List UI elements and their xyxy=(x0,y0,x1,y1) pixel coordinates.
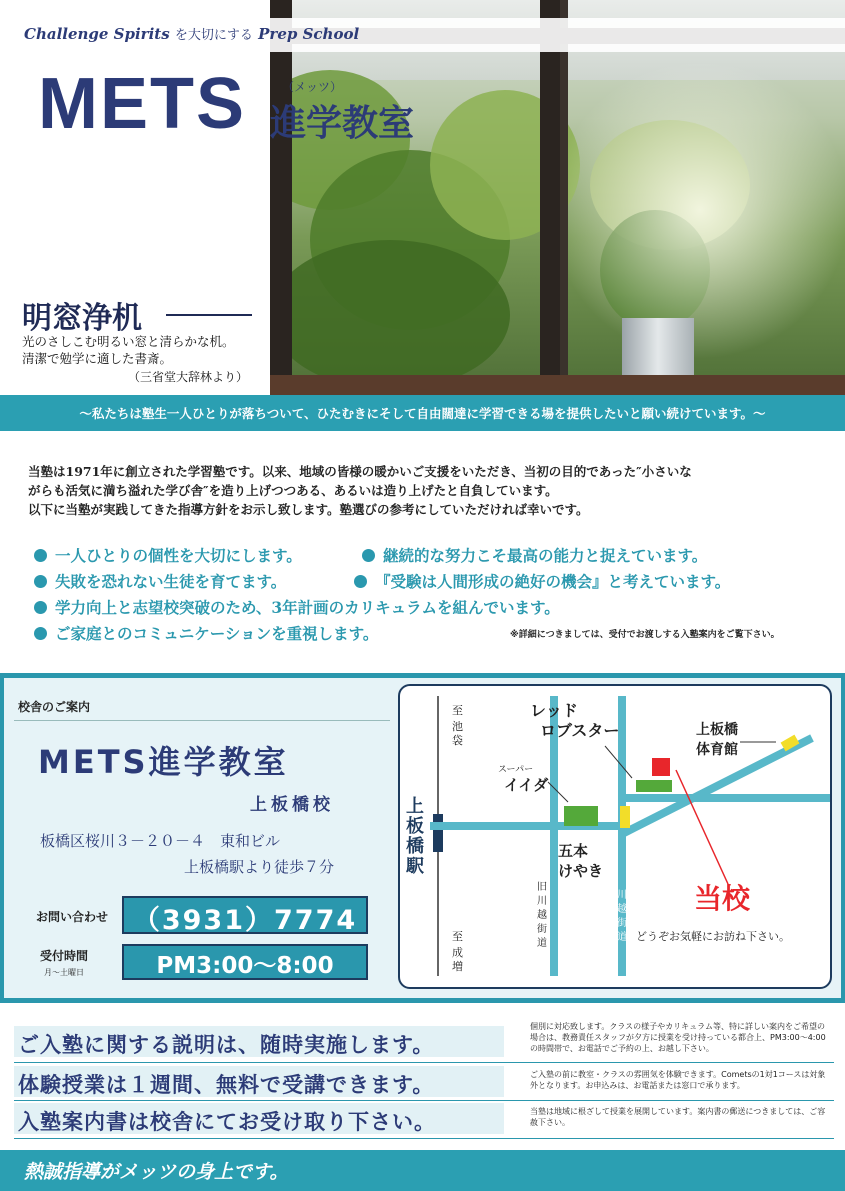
kawagoe-label: 道 xyxy=(617,932,627,943)
gym-label: 体育館 xyxy=(696,742,738,758)
motto-source: （三省堂大辞林より） xyxy=(128,370,249,384)
campus-section-title: 校舎のご案内 xyxy=(18,700,91,714)
info-row-title: ご入塾に関する説明は、随時実施します。 xyxy=(18,1033,435,1057)
school-name: METS進学教室 xyxy=(38,743,289,781)
mission-text: 〜私たちは塾生一人ひとりが落ちついて、ひたむきにそして自由闊達に学習できる場を提供したいと願い続けています。〜 xyxy=(79,406,766,421)
logo: METS xyxy=(38,64,247,144)
map-label: 成 xyxy=(452,946,463,959)
old-kawagoe-label: 街 xyxy=(537,924,547,935)
red-lobster-label: レッド xyxy=(530,701,578,720)
info-row-note: 当塾は地域に根ざして授業を展開しています。案内書の郵送につきましては、ご容赦下さい。 xyxy=(530,1107,826,1127)
info-row-title: 入塾案内書は校舎にてお受け取り下さい。 xyxy=(18,1110,436,1134)
bullet-icon xyxy=(34,601,47,614)
policy-note: ※詳細につきましては、受付でお渡しする入塾案内をご覧下さい。 xyxy=(510,630,780,640)
branch-name: 上板橋校 xyxy=(250,795,334,815)
red-lobster-label: ロブスター xyxy=(540,721,620,740)
address: 板橋区桜川３－２０－４ 東和ビル xyxy=(40,832,281,850)
policy-item: 『受験は人間形成の絶好の機会』と考えています。 xyxy=(354,570,730,592)
welcome-text: どうぞお気軽にお訪ね下さい。 xyxy=(636,930,790,943)
access: 上板橋駅より徒歩７分 xyxy=(184,858,335,876)
window-photo xyxy=(270,0,845,395)
bullet-icon xyxy=(34,627,47,640)
red-lobster-building xyxy=(636,780,672,792)
policy-item: ご家庭とのコミュニケーションを重視します。 xyxy=(34,622,378,644)
map-label: 増 xyxy=(452,960,463,973)
motto-definition: 光のさしこむ明るい窓と清らかな机。 清潔で勉学に適した書斎。 xyxy=(22,334,235,366)
intro-text: 当塾は1971年に創立された学習塾です。以来、地域の皆様の暖かいご支援をいただき、当初の目的であった″小さいな がらも活気に満ち溢れた学び舎″を造り上げつつある、あるいは造り上げたと自負しています。 以下に当塾が実践してきた指導方針をお示し致します。塾選びの参考にしていただければ幸いです。 xyxy=(28,464,692,517)
gohon-label: 五本 xyxy=(558,842,589,860)
info-row-title: 体験授業は１週間、無料で受講できます。 xyxy=(18,1073,435,1097)
station-label: 上 xyxy=(406,796,424,817)
logo-subtitle: 進学教室 xyxy=(270,103,415,144)
school-label: 当校 xyxy=(694,882,751,915)
old-kawagoe-label: 旧 xyxy=(537,882,547,893)
kawagoe-label: 川 xyxy=(617,890,627,901)
station-marker xyxy=(433,814,443,852)
bullet-icon xyxy=(34,549,47,562)
gohon-marker xyxy=(620,806,630,828)
campus-divider xyxy=(14,720,390,721)
divider xyxy=(14,1062,834,1063)
supermarket-label: スーパー xyxy=(498,765,534,775)
gohon-label: けやき xyxy=(558,862,604,880)
map-label: 池 xyxy=(452,720,463,733)
old-kawagoe-label: 越 xyxy=(537,910,547,921)
supermarket-building xyxy=(564,806,598,826)
station-label: 駅 xyxy=(406,856,424,877)
motto-title: 明窓浄机 xyxy=(22,301,142,336)
kawagoe-label: 越 xyxy=(617,904,627,915)
map-label: 袋 xyxy=(452,734,463,747)
policy-item: 学力向上と志望校突破のため、3年計画のカリキュラムを組んでいます。 xyxy=(34,596,560,618)
map-label: 至 xyxy=(452,704,463,717)
bullet-icon xyxy=(362,549,375,562)
contact-label: お問い合わせ xyxy=(36,910,109,924)
station-label: 板 xyxy=(406,816,424,837)
map-label: 至 xyxy=(452,930,463,943)
footer-slogan: 熱誠指導がメッツの身上です。 xyxy=(24,1161,289,1183)
policy-item: 一人ひとりの個性を大切にします。 xyxy=(34,544,302,566)
phone-number[interactable]: （3931）7774 xyxy=(132,905,358,936)
old-kawagoe-label: 道 xyxy=(537,938,547,949)
divider xyxy=(14,1138,834,1139)
hours-label: 受付時間 xyxy=(40,949,89,963)
office-hours: PM3:00〜8:00 xyxy=(156,953,334,979)
policy-item: 継続的な努力こそ最高の能力と捉えています。 xyxy=(362,544,707,566)
access-map xyxy=(398,684,832,989)
station-label: 橋 xyxy=(406,836,424,857)
info-row-note: ご入塾の前に教室・クラスの雰囲気を体験できます。Cometsの1対1コースは対象外となります。お申込みは、お電話または窓口で承ります。 xyxy=(530,1070,826,1090)
gym-label: 上板橋 xyxy=(696,722,738,738)
school-marker xyxy=(652,758,670,776)
divider xyxy=(14,1100,834,1101)
logo-ruby: （メッツ） xyxy=(282,80,343,94)
info-row-note: 個別に対応致します。クラスの様子やカリキュラム等、特に詳しい案内をご希望の場合は、教務責任スタッフが夕方に授業を受け持っている都合上、PM3:00〜4:00の時間帯で、お電話でご予約の上、お越し下さい。 xyxy=(530,1022,826,1053)
old-kawagoe-label: 川 xyxy=(537,896,547,907)
bullet-icon xyxy=(34,575,47,588)
kawagoe-label: 街 xyxy=(617,918,627,929)
hours-days: 月〜土曜日 xyxy=(44,968,84,977)
tagline: Challenge Spirits を大切にする Prep School xyxy=(24,25,360,43)
policy-item: 失敗を恐れない生徒を育てます。 xyxy=(34,570,286,592)
motto-divider xyxy=(166,314,252,316)
bullet-icon xyxy=(354,575,367,588)
supermarket-label: イイダ xyxy=(504,776,549,794)
hero xyxy=(0,0,845,395)
